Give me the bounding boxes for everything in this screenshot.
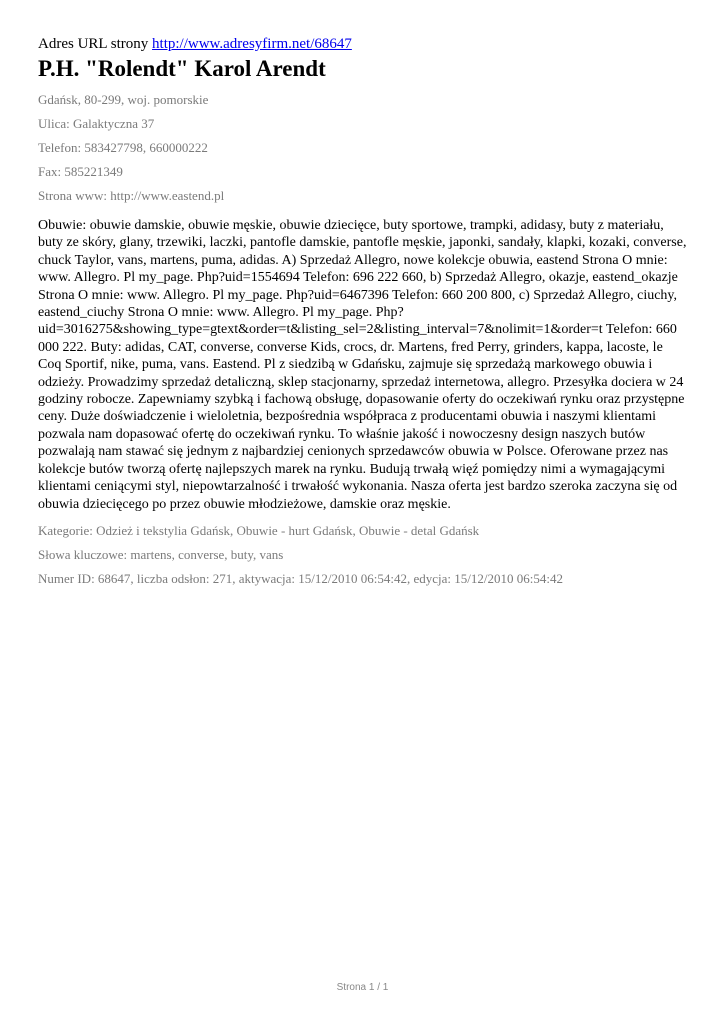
company-keywords: Słowa kluczowe: martens, converse, buty, vans (38, 546, 284, 562)
company-address: Gdańsk, 80-299, woj. pomorskie (38, 92, 209, 107)
company-description: Obuwie: obuwie damskie, obuwie męskie, obuwie dziecięce, buty sportowe, trampki, adidasy, buty z materiału, buty ze skóry, glany, trzewiki, laczki, pantofle damskie, pantofle męskie, japonki, sandały, klapki, kozaki, converse, chuck Taylor, vans, martens, puma, adidas. A) Sprzedaż Allegro, nowe kolekcje obuwia, eastend Strona O mnie: www. Allegro. Pl my_page. Php?uid=1554694 Telefon: 696 222 660, b) Sprzedaż Allegro, okazje, eastend_okazje Strona O mnie: www. Allegro. Pl my_page. Php?uid=6467396 Telefon: 660 200 800, c) Sprzedaż Allegro, ciuchy, eastend_ciuchy Strona O mnie: www. Allegro. Pl my_page. Php?uid=3016275&showing_type=gtext&order=t&listing_sel=2&listing_interval=7&nolimit=1&order=t Telefon: 660 000 222. Buty: adidas, CAT, converse, converse Kids, crocs, dr. Martens, fred Perry, grinders, kappa, lacoste, le Coq Sportif, nike, puma, vans. Eastend. Pl z siedzibą w Gdańsku, zajmuje się sprzedażą markowego obuwia i odzieży. Prowadzimy sprzedaż detaliczną, sklep stacjonarny, sprzedaż internetowa, allegro. Przesyłka dociera w 24 godziny robocze. Zapewniamy szybką i fachową obsługę, dopasowanie oferty do oczekiwań rynku oraz przystępne ceny. Duże doświadczenie i wieloletnia, bezpośrednia współpraca z producentami obuwia i naszymi klientami pozwala nam dopasować ofertę do oczekiwań rynku. To właśnie jakość i nowoczesny design naszych butów pozwalają nam stawać się jednym z najbardziej cenionych sprzedawców obuwia w Polsce. Oferowane przez nas kolekcje butów tworzą ofertę najlepszych marek na rynku. Budują trwałą więź pomiędzy nimi a wymagającymi klientami ceniącymi styl, niepowtarzalność i trwałość wykonania. Nasza oferta jest bardzo szeroka zaczyna się od obuwia dziecięcego po przez obuwie młodzieżowe, damskie oraz męskie. (38, 218, 687, 512)
company-title: P.H. "Rolendt" Karol Arendt (38, 56, 326, 81)
page-url-line (38, 33, 688, 55)
document-body (38, 33, 688, 595)
company-street: Ulica: Galaktyczna 37 (38, 116, 155, 131)
company-fax: Fax: 585221349 (38, 164, 123, 179)
page-footer: Strona 1 / 1 (336, 982, 389, 993)
record-info: Numer ID: 68647, liczba odsłon: 271, aktywacja: 15/12/2010 06:54:42, edycja: 15/12/2010 06:54:42 (38, 570, 563, 586)
url-label: Adres URL strony (38, 36, 149, 52)
company-phone: Telefon: 583427798, 660000222 (38, 140, 208, 155)
company-website: Strona www: http://www.eastend.pl (38, 188, 225, 203)
company-categories: Kategorie: Odzież i tekstylia Gdańsk, Obuwie - hurt Gdańsk, Obuwie - detal Gdańsk (38, 522, 480, 538)
page-url-link[interactable]: http://www.adresyfirm.net/68647 (152, 36, 352, 52)
